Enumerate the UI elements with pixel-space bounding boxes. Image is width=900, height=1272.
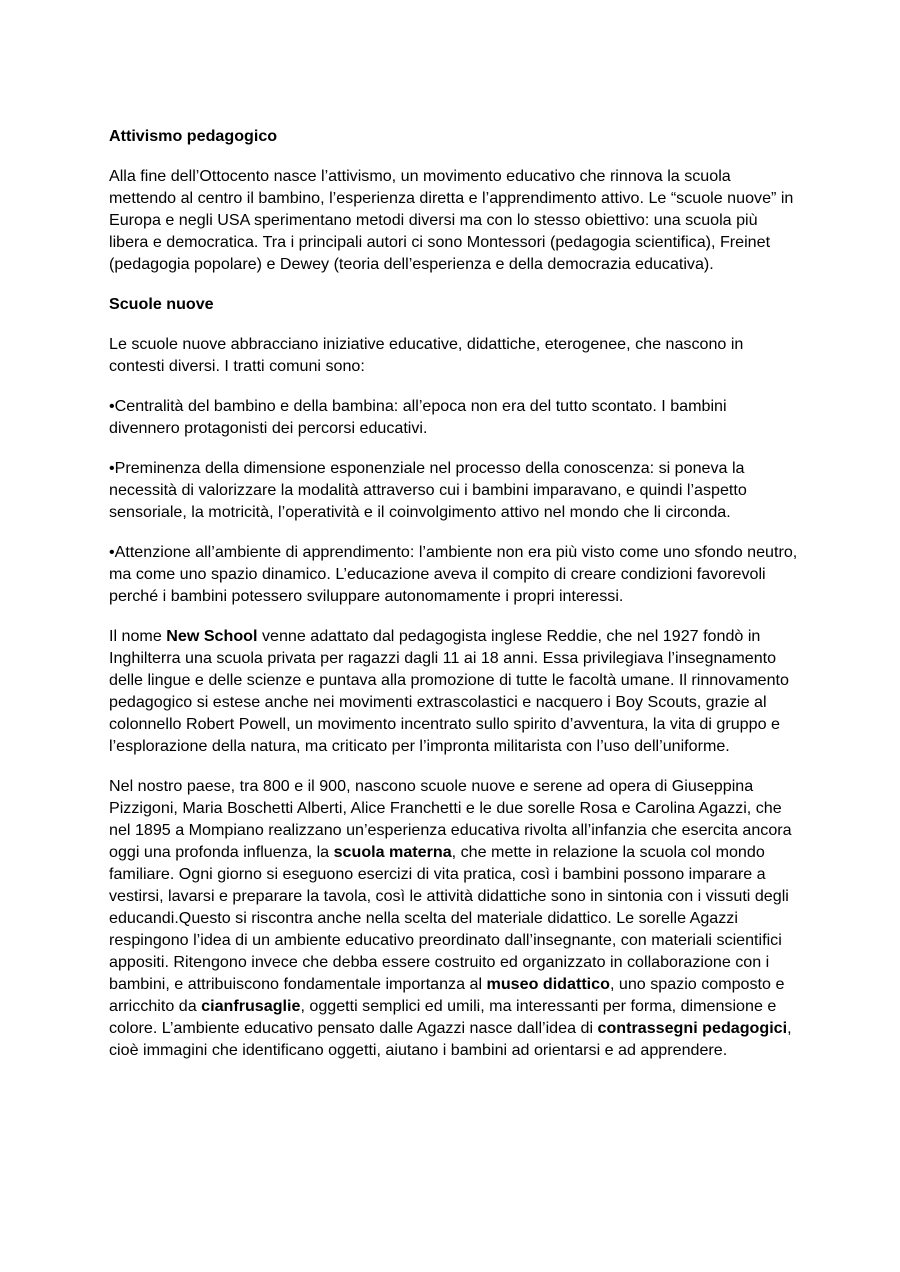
section-title-attivismo: Attivismo pedagogico <box>109 127 278 145</box>
bold-term-cianfrusaglie: cianfrusaglie <box>201 997 301 1015</box>
text-run: , cioè immagini che identificano oggetti, aiutano i bambini ad orientarsi e ad apprendere. <box>109 1019 792 1059</box>
section-title-scuole-nuove: Scuole nuove <box>109 295 214 313</box>
bullet-item: •Attenzione all’ambiente di apprendimento: l’ambiente non era più visto come uno sfondo neutro, ma come uno spazio dinamico. L’educazione aveva il compito di creare condizioni favorevoli perché i bambini potessero sviluppare autonomamente i propri interessi. <box>109 543 798 605</box>
bullet-item: •Preminenza della dimensione esponenziale nel processo della conoscenza: si poneva la necessità di valorizzare la modalità attraverso cui i bambini imparavano, e quindi l’aspetto sensoriale, la motricità, l’operatività e il coinvolgimento attivo nel mondo che li circonda. <box>109 459 747 521</box>
italy-paragraph <box>109 775 799 1061</box>
document-page <box>109 125 799 1079</box>
scuole-nuove-intro: Le scuole nuove abbracciano iniziative educative, didattiche, eterogenee, che nascono in contesti diversi. I tratti comuni sono: <box>109 335 744 375</box>
attivismo-paragraph: Alla fine dell’Ottocento nasce l’attivismo, un movimento educativo che rinnova la scuola mettendo al centro il bambino, l’esperienza diretta e l’apprendimento attivo. Le “scuole nuove” in Europa e negli USA sperimentano metodi diversi ma con lo stesso obiettivo: una scuola più libera e democratica. Tra i principali autori ci sono Montessori (pedagogia scientifica), Freinet (pedagogia popolare) e Dewey (teoria dell’esperienza e della democrazia educativa). <box>109 167 794 273</box>
bold-term-contrassegni-pedagogici: contrassegni pedagogici <box>597 1019 788 1037</box>
new-school-paragraph <box>109 625 799 757</box>
text-run: Nel nostro paese, tra 800 e il 900, nascono scuole nuove e serene ad opera di Giuseppina Pizzigoni, Maria Boschetti Alberti, Alice Franchetti e le due sorelle Rosa e Carolina Agazzi, che nel 1895 a Mompiano realizzano un’esperienza educativa rivolta all’infanzia che esercita ancora oggi una profonda influenza, la <box>109 777 792 861</box>
bold-term-museo-didattico: museo didattico <box>486 975 610 993</box>
text-run: , oggetti semplici ed umili, ma interessanti per forma, dimensione e colore. L’ambiente educativo pensato dalle Agazzi nasce dall’idea di <box>109 997 777 1037</box>
bullet-item: •Centralità del bambino e della bambina: all’epoca non era del tutto scontato. I bambini divennero protagonisti dei percorsi educativi. <box>109 397 727 437</box>
text-run: , che mette in relazione la scuola col mondo familiare. Ogni giorno si eseguono esercizi di vita pratica, così i bambini possono imparare a vestirsi, lavarsi e preparare la tavola, così le attività didattiche sono in sintonia con i vissuti degli educandi.Questo si riscontra anche nella scelta del materiale didattico. Le sorelle Agazzi respingono l’idea di un ambiente educativo preordinato dall’insegnante, con materiali scientifici appositi. Ritengono invece che debba essere costruito ed organizzato in collaborazione con i bambini, e attribuiscono fondamentale importanza al <box>109 843 789 993</box>
text-run: , uno spazio composto e arricchito da <box>109 975 785 1015</box>
text-run: venne adattato dal pedagogista inglese Reddie, che nel 1927 fondò in Inghilterra una scuola privata per ragazzi dagli 11 ai 18 anni. Essa privilegiava l’insegnamento delle lingue e delle scienze e puntava alla promozione di tutte le facoltà umane. Il rinnovamento pedagogico si estese anche nei movimenti extrascolastici e nacquero i Boy Scouts, grazie al colonnello Robert Powell, un movimento incentrato sullo spirito d’avventura, la vita di gruppo e l’esplorazione della natura, ma criticato per l’impronta militarista con l’uso dell’uniforme. <box>109 627 789 755</box>
text-run: Il nome <box>109 627 167 645</box>
bold-term-new-school: New School <box>166 627 258 645</box>
bold-term-scuola-materna: scuola materna <box>333 843 452 861</box>
